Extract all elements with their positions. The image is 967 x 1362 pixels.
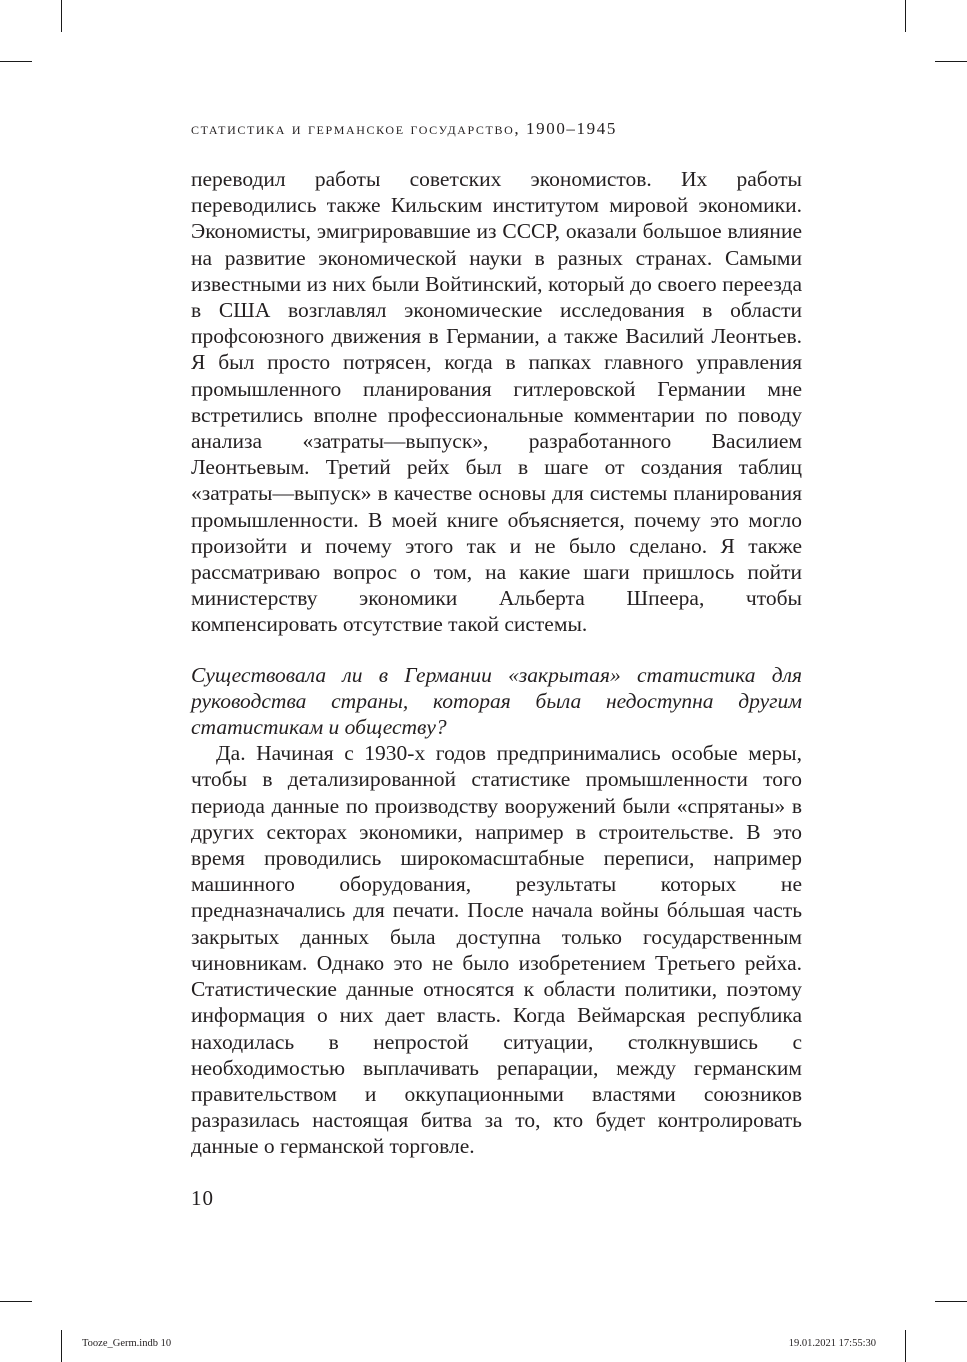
crop-mark-bottom-right-vertical [905, 1330, 906, 1362]
running-head: статистика и германское государство, 1900–1945 [191, 119, 617, 138]
print-slug-datetime: 19.01.2021 17:55:30 [788, 1338, 876, 1349]
print-slug-file: Tooze_Germ.indb 10 [82, 1338, 172, 1349]
crop-mark-bottom-right-horizontal [935, 1301, 967, 1302]
crop-mark-top-right-vertical [905, 0, 906, 32]
page-number: 10 [191, 1186, 214, 1210]
crop-mark-top-right-horizontal [935, 61, 967, 62]
interview-question: Существовала ли в Германии «закрытая» статистика для руководства страны, которая была недоступна другим статистикам и обществу? [191, 662, 802, 740]
interview-answer: Да. Начиная с 1930-х годов предпринимались особые меры, чтобы в детализированной статистике промышленности того периода данные по производству вооружений были «спрятаны» в других секторах экономики, например в строительстве. В это время проводились широкомасштабные переписи, например машинного оборудования, результаты которых не предназначались для печати. После начала войны бóльшая часть закрытых данных была доступна только государственным чиновникам. Однако это не было изобретением Третьего рейха. Статистические данные относятся к области политики, поэтому информация о них дает власть. Когда Веймарская республика находилась в непростой ситуации, столкнувшись с необходимостью выплачивать репарации, между германским правительством и оккупационными властями союзников разразилась настоящая битва за то, кто будет контролировать данные о германской торговле. [191, 741, 802, 1159]
crop-mark-bottom-left-vertical [61, 1330, 62, 1362]
body-text [191, 166, 802, 1160]
paragraph-continued: переводил работы советских экономистов. Их работы переводились также Кильским институтом мировой экономики. Экономисты, эмигрировавшие из СССР, оказали большое влияние на развитие экономической науки в разных странах. Самыми известными из них были Войтинский, который до своего переезда в США возглавлял экономические исследования в области профсоюзного движения в Германии, а также Василий Леонтьев. Я был просто потрясен, когда в папках главного управления промышленного планирования гитлеровской Германии мне встретились вполне профессиональные комментарии по поводу анализа «затраты—выпуск», разработанного Василием Леонтьевым. Третий рейх был в шаге от создания таблиц «затраты—выпуск» в качестве основы для системы планирования промышленности. В моей книге объясняется, почему это могло произойти и почему этого так и не было сделано. Я также рассматриваю вопрос о том, на какие шаги пришлось пойти министерству экономики Альберта Шпеера, чтобы компенсировать отсутствие такой системы. [191, 167, 802, 637]
crop-mark-top-left-vertical [61, 0, 62, 32]
crop-mark-top-left-horizontal [0, 61, 32, 62]
crop-mark-bottom-left-horizontal [0, 1301, 32, 1302]
